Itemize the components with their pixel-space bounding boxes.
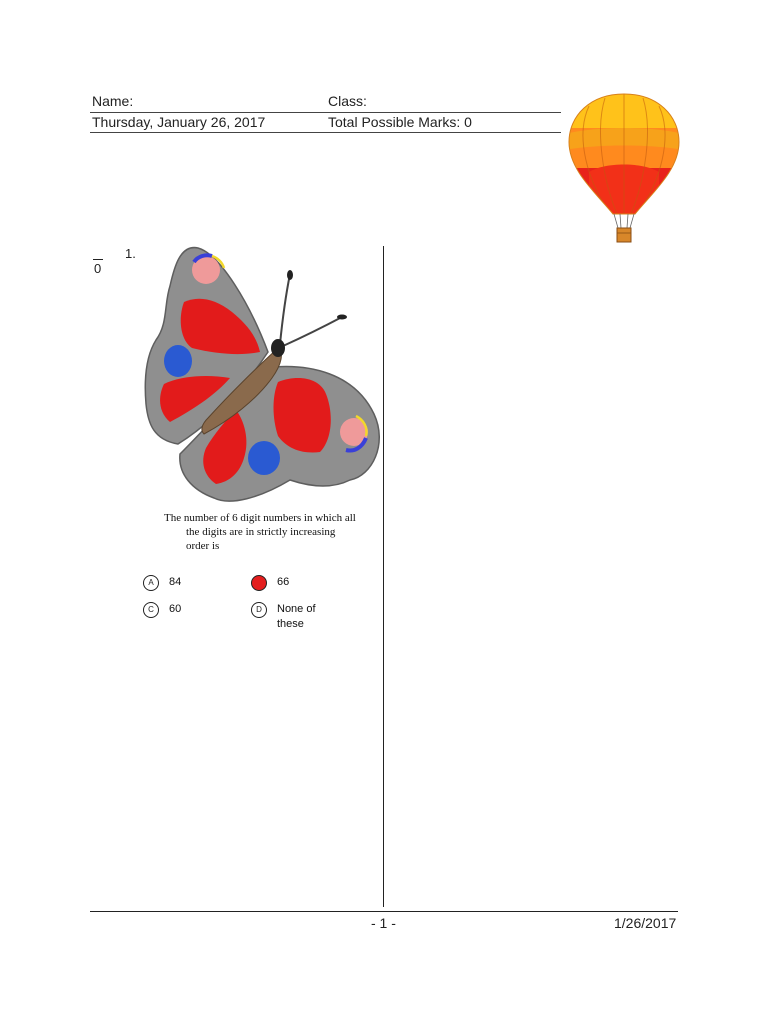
option-b-bubble[interactable]: B	[251, 575, 267, 591]
question-text-line-2: the digits are in strictly increasing	[186, 526, 336, 538]
option-c-text: 60	[169, 603, 182, 615]
name-label: Name:	[92, 93, 134, 109]
score-line	[93, 259, 103, 260]
question-number: 1.	[125, 246, 136, 261]
option-d-text: None of these	[277, 603, 316, 630]
option-c[interactable]	[143, 602, 181, 618]
option-a[interactable]	[143, 575, 181, 591]
question-text	[164, 511, 384, 553]
class-label: Class:	[328, 93, 367, 109]
header-divider-1	[90, 112, 561, 113]
option-a-bubble[interactable]: A	[143, 575, 159, 591]
page-number: - 1 -	[371, 915, 396, 931]
option-b-text: 66	[277, 576, 290, 588]
hot-air-balloon-icon	[565, 90, 683, 248]
option-b[interactable]	[251, 575, 289, 591]
option-a-text: 84	[169, 576, 182, 588]
question-score: 0	[94, 261, 102, 276]
butterfly-image	[140, 244, 384, 506]
option-c-bubble[interactable]: C	[143, 602, 159, 618]
footer-date: 1/26/2017	[614, 915, 677, 931]
total-marks-label: Total Possible Marks: 0	[328, 114, 472, 130]
question-text-line-3: order is	[186, 540, 220, 552]
date-label: Thursday, January 26, 2017	[92, 114, 266, 130]
option-d-bubble[interactable]: D	[251, 602, 267, 618]
question-text-line-1: The number of 6 digit numbers in which all	[164, 512, 356, 524]
header-divider-2	[90, 132, 561, 133]
option-d[interactable]	[251, 602, 325, 632]
footer-divider	[90, 911, 678, 912]
